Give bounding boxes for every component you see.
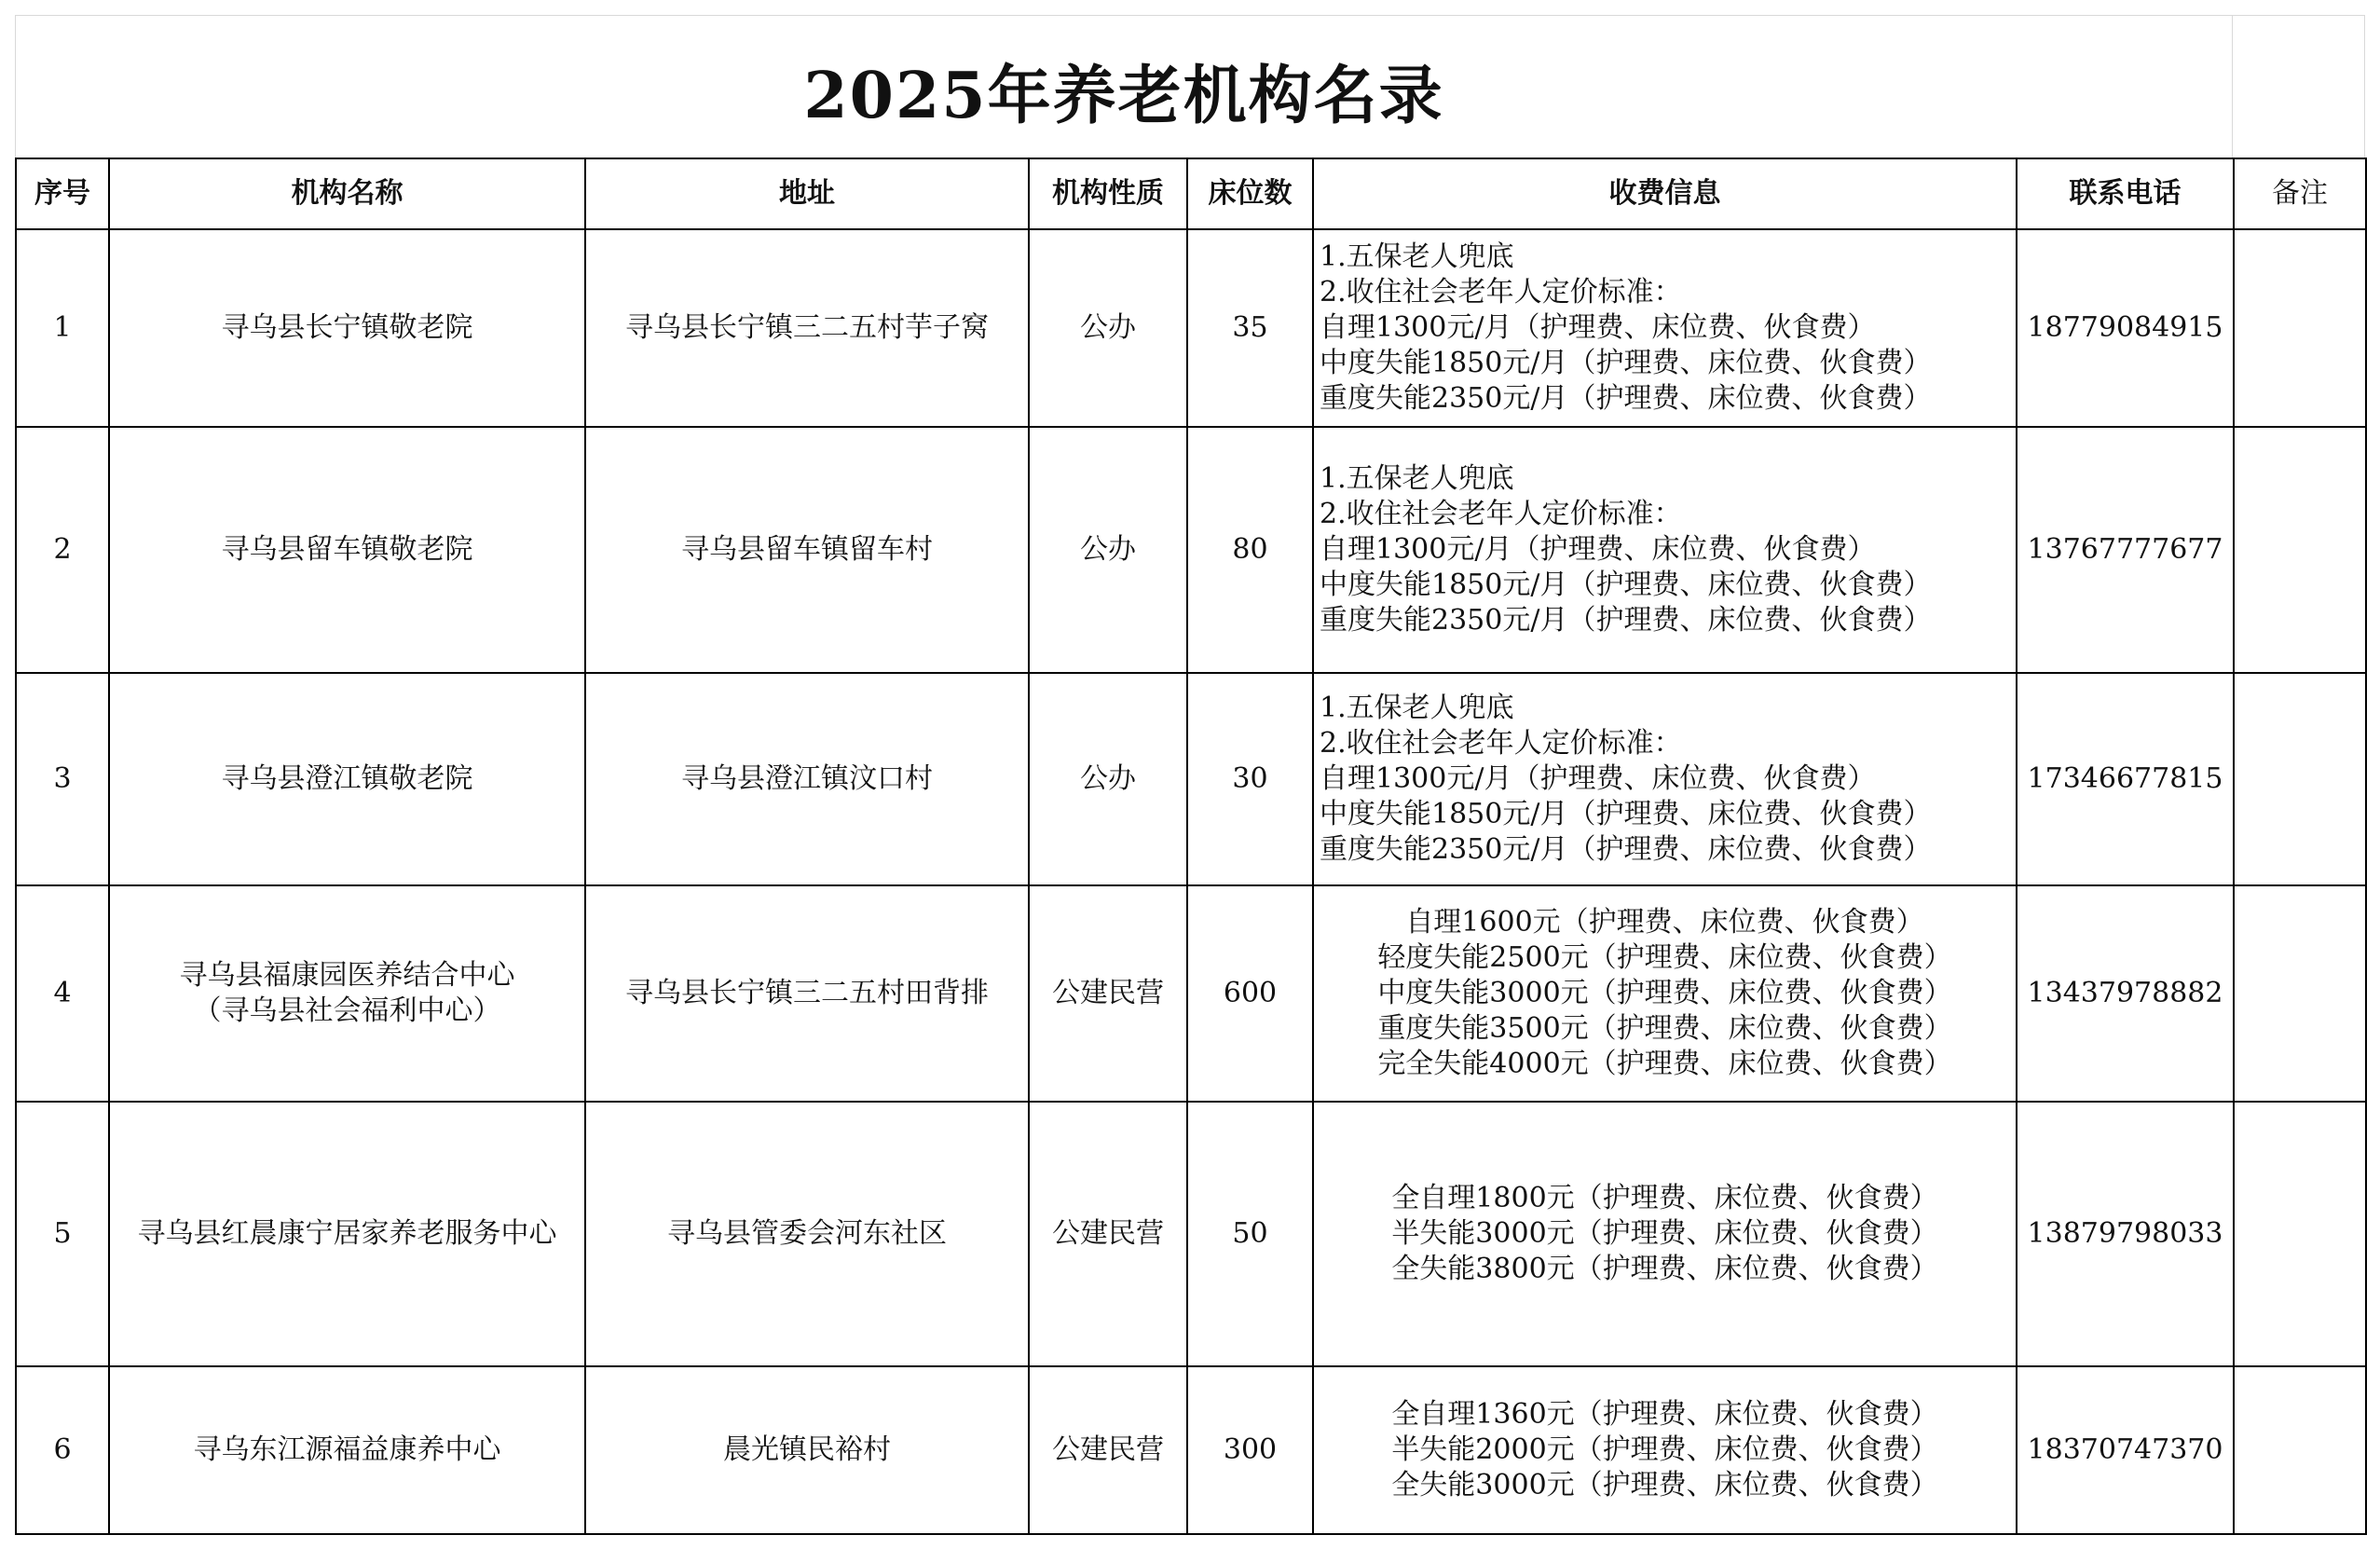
- table-row: [16, 1102, 2366, 1366]
- cell-address: 寻乌县澄江镇汶口村: [585, 673, 1029, 885]
- cell-address: 寻乌县长宁镇三二五村田背排: [585, 885, 1029, 1102]
- name-line: 寻乌县长宁镇敬老院: [221, 311, 473, 344]
- fee-line: 自理1600元（护理费、床位费、伙食费）: [1405, 906, 1924, 939]
- gridline: [2232, 16, 2233, 158]
- header-address: 地址: [585, 158, 1029, 229]
- fee-line: 全自理1800元（护理费、床位费、伙食费）: [1391, 1182, 1938, 1214]
- header-seq: 序号: [16, 158, 109, 229]
- cell-phone: 13767777677: [2017, 427, 2234, 673]
- name-line: 寻乌县澄江镇敬老院: [221, 762, 473, 795]
- cell-beds: 600: [1187, 885, 1313, 1102]
- fee-line: 1.五保老人兜底: [1320, 240, 1514, 273]
- name-line: 寻乌县红晨康宁居家养老服务中心: [137, 1217, 557, 1250]
- table-row: [16, 673, 2366, 885]
- cell-beds: 300: [1187, 1366, 1313, 1534]
- cell-name: [109, 885, 585, 1102]
- cell-seq: 5: [16, 1102, 109, 1366]
- cell-seq: 3: [16, 673, 109, 885]
- fee-line: 2.收住社会老年人定价标准：: [1320, 727, 1682, 760]
- cell-seq: 1: [16, 229, 109, 427]
- fee-line: 半失能3000元（护理费、床位费、伙食费）: [1391, 1217, 1938, 1250]
- fee-line: 中度失能1850元/月（护理费、床位费、伙食费）: [1320, 569, 1932, 601]
- name-line: 寻乌县留车镇敬老院: [221, 533, 473, 566]
- page-title: 2025年养老机构名录: [803, 59, 1444, 133]
- fee-line: 重度失能2350元/月（护理费、床位费、伙食费）: [1320, 604, 1932, 637]
- cell-nature: 公办: [1029, 427, 1187, 673]
- cell-beds: 30: [1187, 673, 1313, 885]
- cell-seq: 4: [16, 885, 109, 1102]
- institution-table: [15, 158, 2367, 1535]
- cell-nature: 公办: [1029, 229, 1187, 427]
- cell-name: [109, 1102, 585, 1366]
- cell-name: [109, 427, 585, 673]
- header-name: 机构名称: [109, 158, 585, 229]
- cell-phone: 18779084915: [2017, 229, 2234, 427]
- spreadsheet: [15, 15, 2365, 1535]
- fee-line: 重度失能3500元（护理费、床位费、伙食费）: [1377, 1012, 1952, 1045]
- cell-nature: 公建民营: [1029, 885, 1187, 1102]
- fee-line: 完全失能4000元（护理费、床位费、伙食费）: [1377, 1048, 1952, 1080]
- cell-beds: 50: [1187, 1102, 1313, 1366]
- cell-remarks: [2234, 673, 2366, 885]
- cell-fees: [1313, 229, 2017, 427]
- cell-seq: 6: [16, 1366, 109, 1534]
- table-row: [16, 885, 2366, 1102]
- name-line: 寻乌东江源福益康养中心: [193, 1433, 501, 1466]
- cell-remarks: [2234, 1366, 2366, 1534]
- fee-line: 1.五保老人兜底: [1320, 462, 1514, 495]
- cell-beds: 35: [1187, 229, 1313, 427]
- cell-beds: 80: [1187, 427, 1313, 673]
- cell-address: 寻乌县管委会河东社区: [585, 1102, 1029, 1366]
- cell-phone: 13879798033: [2017, 1102, 2234, 1366]
- cell-name: [109, 673, 585, 885]
- cell-phone: 17346677815: [2017, 673, 2234, 885]
- table-row: [16, 427, 2366, 673]
- cell-nature: 公办: [1029, 673, 1187, 885]
- fee-line: 轻度失能2500元（护理费、床位费、伙食费）: [1377, 941, 1952, 974]
- cell-fees: [1313, 1366, 2017, 1534]
- header-phone: 联系电话: [2017, 158, 2234, 229]
- cell-fees: [1313, 673, 2017, 885]
- fee-line: 全自理1360元（护理费、床位费、伙食费）: [1391, 1398, 1938, 1431]
- cell-remarks: [2234, 229, 2366, 427]
- fee-line: 自理1300元/月（护理费、床位费、伙食费）: [1320, 533, 1876, 566]
- header-nature: 机构性质: [1029, 158, 1187, 229]
- fee-line: 半失能2000元（护理费、床位费、伙食费）: [1391, 1433, 1938, 1466]
- table-row: [16, 1366, 2366, 1534]
- cell-phone: 13437978882: [2017, 885, 2234, 1102]
- fee-line: 全失能3800元（护理费、床位费、伙食费）: [1391, 1253, 1938, 1285]
- cell-address: 寻乌县长宁镇三二五村芋子窝: [585, 229, 1029, 427]
- cell-address: 晨光镇民裕村: [585, 1366, 1029, 1534]
- fee-line: 自理1300元/月（护理费、床位费、伙食费）: [1320, 311, 1876, 344]
- header-row: [16, 158, 2366, 229]
- fee-line: 自理1300元/月（护理费、床位费、伙食费）: [1320, 762, 1876, 795]
- cell-name: [109, 1366, 585, 1534]
- cell-fees: [1313, 885, 2017, 1102]
- fee-line: 2.收住社会老年人定价标准：: [1320, 498, 1682, 530]
- cell-fees: [1313, 1102, 2017, 1366]
- fee-line: 中度失能1850元/月（护理费、床位费、伙食费）: [1320, 347, 1932, 379]
- cell-nature: 公建民营: [1029, 1102, 1187, 1366]
- cell-remarks: [2234, 885, 2366, 1102]
- fee-line: 中度失能3000元（护理费、床位费、伙食费）: [1377, 977, 1952, 1009]
- table-row: [16, 229, 2366, 427]
- fee-line: 全失能3000元（护理费、床位费、伙食费）: [1391, 1469, 1938, 1501]
- fee-line: 重度失能2350元/月（护理费、床位费、伙食费）: [1320, 382, 1932, 415]
- fee-line: 2.收住社会老年人定价标准：: [1320, 276, 1682, 308]
- fee-line: 重度失能2350元/月（护理费、床位费、伙食费）: [1320, 833, 1932, 866]
- header-beds: 床位数: [1187, 158, 1313, 229]
- cell-seq: 2: [16, 427, 109, 673]
- cell-phone: 18370747370: [2017, 1366, 2234, 1534]
- header-fees: 收费信息: [1313, 158, 2017, 229]
- header-remarks: 备注: [2234, 158, 2366, 229]
- cell-remarks: [2234, 427, 2366, 673]
- cell-remarks: [2234, 1102, 2366, 1366]
- cell-name: [109, 229, 585, 427]
- name-line: （寻乌县社会福利中心）: [193, 994, 501, 1027]
- cell-fees: [1313, 427, 2017, 673]
- cell-nature: 公建民营: [1029, 1366, 1187, 1534]
- fee-line: 1.五保老人兜底: [1320, 692, 1514, 724]
- fee-line: 中度失能1850元/月（护理费、床位费、伙食费）: [1320, 798, 1932, 830]
- title-row: [15, 15, 2365, 158]
- name-line: 寻乌县福康园医养结合中心: [179, 959, 515, 992]
- cell-address: 寻乌县留车镇留车村: [585, 427, 1029, 673]
